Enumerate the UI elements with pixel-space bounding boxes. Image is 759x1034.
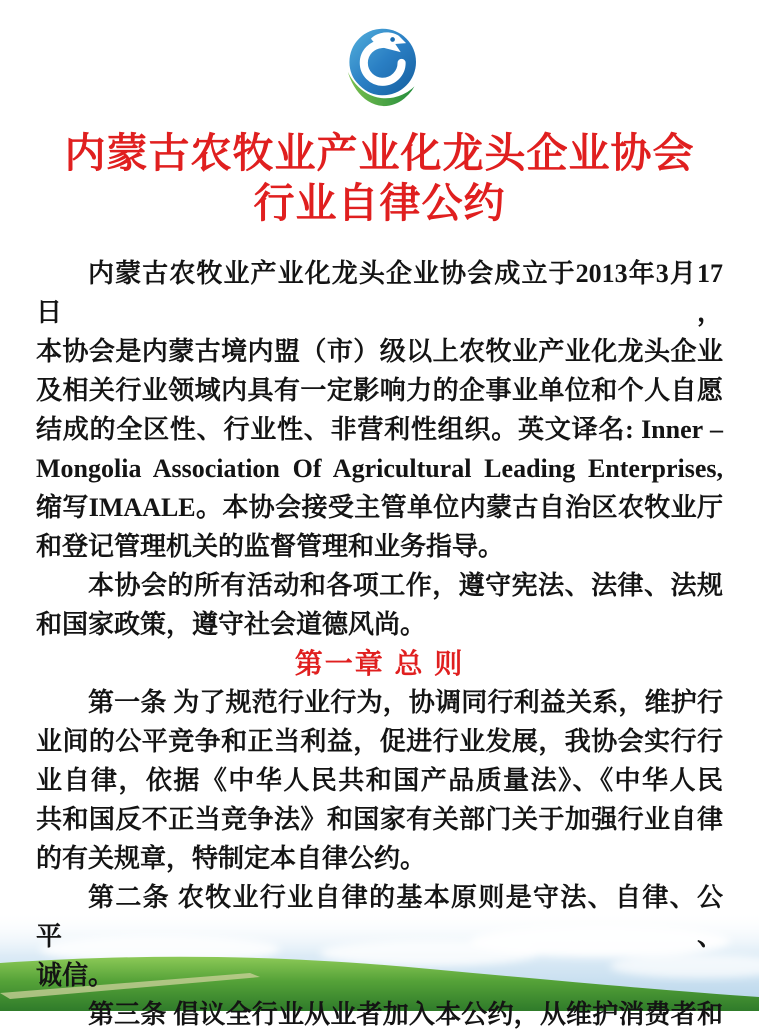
document-title xyxy=(36,128,723,228)
paragraph-2 xyxy=(36,566,723,644)
text-line: 业间的公平竞争和正当利益，促进行业发展，我协会实行行 xyxy=(36,727,723,756)
title-line-1: 内蒙古农牧业产业化龙头企业协会 xyxy=(64,130,695,176)
document-body xyxy=(36,254,723,1034)
paragraph-3 xyxy=(36,683,723,878)
text-line: 的有关规章，特制定本自律公约。 xyxy=(36,844,427,873)
text-line: 结成的全区性、行业性、非营利性组织。英文译名: Inner – xyxy=(36,415,723,444)
text-line: Mongolia Association Of Agricultural Leading Enterprises, xyxy=(36,454,723,483)
text-line: 业自律，依据《中华人民共和国产品质量法》、《中华人民 xyxy=(36,766,723,795)
text-line: 第三条 倡议全行业从业者加入本公约，从维护消费者和 xyxy=(88,1000,723,1029)
text-line: 诚信。 xyxy=(36,961,115,990)
chapter-heading: 第一章 总 则 xyxy=(294,648,465,679)
text-line: 本协会是内蒙古境内盟（市）级以上农牧业产业化龙头企业 xyxy=(36,337,723,366)
text-line: 及相关行业领域内具有一定影响力的企事业单位和个人自愿 xyxy=(36,376,723,405)
paragraph-1 xyxy=(36,254,723,566)
text-line: 第一条 为了规范行业行为，协调同行利益关系，维护行 xyxy=(88,688,723,717)
association-logo-icon xyxy=(334,26,426,116)
text-line: 本协会的所有活动和各项工作，遵守宪法、法律、法规 xyxy=(88,571,723,600)
logo-dragon-eye xyxy=(390,37,395,42)
paragraph-5 xyxy=(36,995,723,1034)
text-line: 和国家政策，遵守社会道德风尚。 xyxy=(36,610,427,639)
title-line-2: 行业自律公约 xyxy=(253,180,506,226)
paragraph-4 xyxy=(36,878,723,995)
text-line: 内蒙古农牧业产业化龙头企业协会成立于2013年3月17日， xyxy=(36,259,723,327)
text-line: 和登记管理机关的监督管理和业务指导。 xyxy=(36,532,505,561)
text-line: 共和国反不正当竞争法》和国家有关部门关于加强行业自律 xyxy=(36,805,723,834)
text-line: 缩写IMAALE。本协会接受主管单位内蒙古自治区农牧业厅 xyxy=(36,493,723,522)
text-line: 第二条 农牧业行业自律的基本原则是守法、自律、公平、 xyxy=(36,883,723,951)
